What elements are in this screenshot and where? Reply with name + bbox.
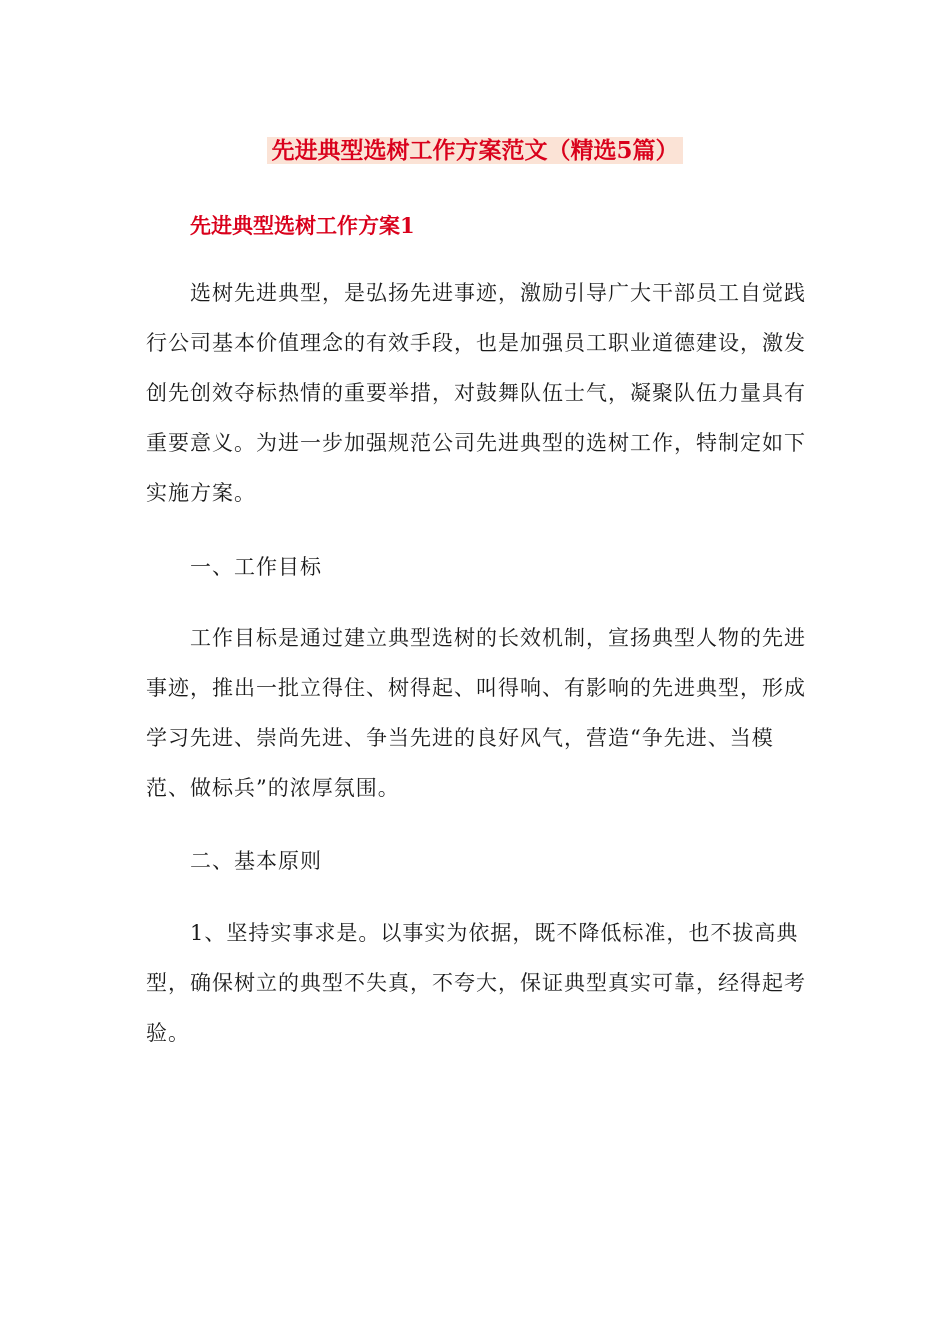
intro-paragraph: 选树先进典型，是弘扬先进事迹，激励引导广大干部员工自觉践行公司基本价值理念的有效手段，也是加强员工职业道德建设，激发创先创效夺标热情的重要举措，对鼓舞队伍士气，凝聚队伍力量具有重要意义。为进一步加强规范公司先进典型的选树工作，特制定如下实施方案。	[146, 281, 806, 505]
document-title-text: 先进典型选树工作方案范文（精选5篇）	[267, 137, 682, 164]
heading-basic-principles: 二、基本原则	[190, 849, 322, 873]
heading-work-goal: 一、工作目标	[190, 555, 322, 579]
goal-paragraph: 工作目标是通过建立典型选树的长效机制，宣扬典型人物的先进事迹，推出一批立得住、树得起、叫得响、有影响的先进典型，形成学习先进、崇尚先进、争当先进的良好风气，营造“争先进、当模范、做标兵”的浓厚氛围。	[146, 626, 806, 800]
principle-paragraph: 1、坚持实事求是。以事实为依据，既不降低标准，也不拔高典型，确保树立的典型不失真，不夸大，保证典型真实可靠，经得起考验。	[146, 921, 806, 1045]
document-title	[0, 133, 950, 169]
section-title: 先进典型选树工作方案1	[190, 213, 415, 238]
